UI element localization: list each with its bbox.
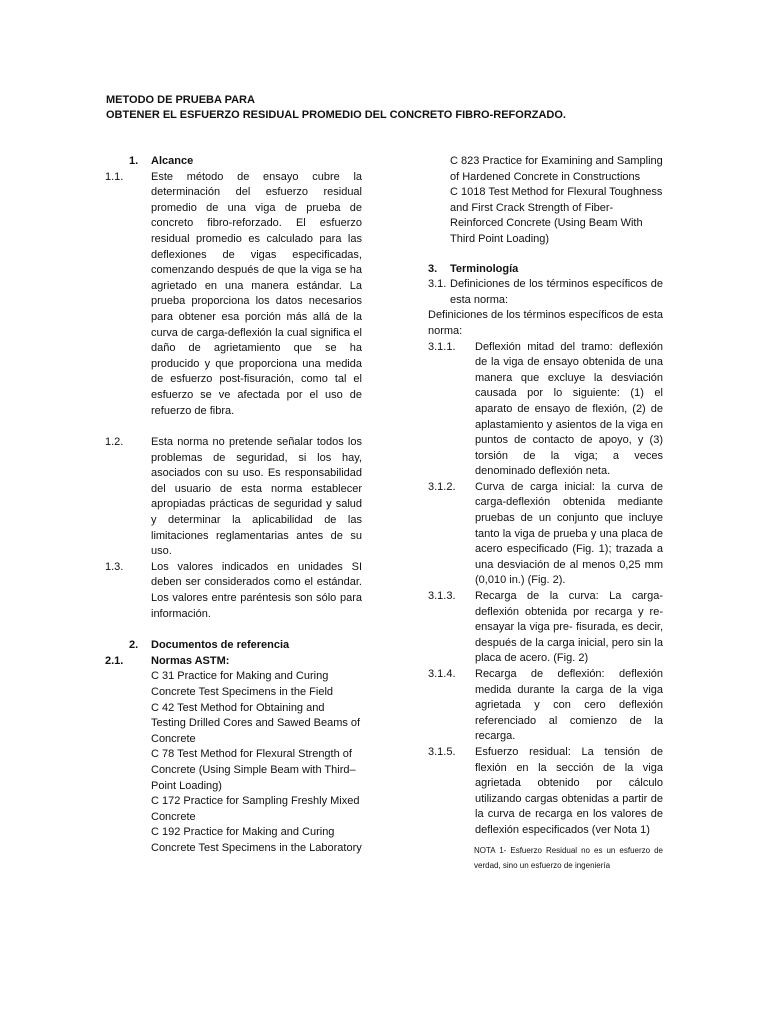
subsection-number: 2.1. — [105, 654, 124, 667]
section-title: Terminología — [450, 262, 519, 275]
definition-number: 3.1.2. — [428, 480, 456, 493]
paragraph-number: 1.3. — [105, 560, 124, 573]
title-line-2: OBTENER EL ESFUERZO RESIDUAL PROMEDIO DEL CONCRETO FIBRO-REFORZADO. — [106, 109, 566, 121]
definition-3-1-2 — [428, 480, 663, 589]
definition-text: Esfuerzo residual: La tensión de flexión en la sección de la viga agrietada obtenido por cálculo utilizando cargas obtenidas a partir de la curva de recarga en los valores de deflexión especificados (ver Nota 1) — [475, 745, 663, 836]
section-3-heading — [428, 262, 663, 278]
reference-item: C 823 Practice for Examining and Sampling of Hardened Concrete in Constructions — [450, 155, 663, 183]
section-title: Documentos de referencia — [151, 639, 290, 652]
paragraph-1-2 — [105, 435, 362, 560]
paragraph-1-1 — [105, 170, 362, 420]
reference-item: C 1018 Test Method for Flexural Toughness and First Crack Strength of Fiber-Reinforced Concrete (Using Beam With Third Point Loading) — [450, 186, 663, 245]
paragraph-number: 1.1. — [105, 170, 124, 183]
definition-number: 3.1.5. — [428, 745, 456, 758]
definition-3-1-1 — [428, 340, 663, 480]
definition-text: Recarga de deflexión: deflexión medida durante la carga de la viga agrietada y con cero deflexión referenciado al comienzo de la recarga. — [475, 668, 663, 743]
section-2-heading — [129, 638, 362, 654]
definition-text: Recarga de la curva: La carga-deflexión obtenida por recarga y re-ensayar la viga pre- fisurada, es decir, después de la carga inicial, pero sin la placa de acero. (Fig. 2) — [475, 590, 663, 665]
title-line-1: METODO DE PRUEBA PARA — [106, 94, 255, 106]
note-label: NOTA 1- — [474, 845, 507, 855]
section-number: 1. — [129, 155, 139, 167]
reference-item: C 42 Test Method for Obtaining and Testing Drilled Cores and Sawed Beams of Concrete — [151, 701, 361, 745]
reference-item: C 172 Practice for Sampling Freshly Mixed Concrete — [151, 795, 360, 823]
subsection-2-1-heading — [105, 654, 362, 670]
section-number: 2. — [129, 639, 139, 652]
section-1-heading — [129, 154, 362, 170]
paragraph-text: Este método de ensayo cubre la determinación del esfuerzo residual promedio de una viga de prueba de concreto fibro-reforzado. El esfuerzo residual promedio es calculado para las deflexiones de vigas especificadas, comenzando después de que la viga se ha agrietado en una manera estándar. La prueba proporciona los datos necesarios para obtener esa porción más allá de la curva de carga-deflexión la cual significa el daño de agrietamiento que se ha producido y que proporciona una medida de esfuerzo post-fisuración, como tal el esfuerzo se ve afectada por el uso de refuerzo de fibra. — [151, 170, 362, 417]
terminology-intro: Definiciones de los términos específicos de esta norma: — [428, 309, 663, 337]
definition-3-1-3 — [428, 589, 663, 667]
definition-text: Deflexión mitad del tramo: deflexión de la viga de ensayo obtenida de una manera que excluye la desviación causada por lo siguiente: (1) el aparato de ensayo de flexión, (2) de aplastamiento y asientos de la viga en puntos de contacto de apoyo, y (3) torsión de la viga; a veces denominado deflexión neta. — [475, 340, 663, 478]
definition-number: 3.1.3. — [428, 590, 456, 603]
section-number: 3. — [428, 262, 438, 275]
reference-item: C 31 Practice for Making and Curing Concrete Test Specimens in the Field — [151, 670, 333, 698]
right-column — [428, 154, 663, 873]
left-column — [105, 154, 362, 857]
note-text: Esfuerzo Residual no es un esfuerzo de verdad, sino un esfuerzo de ingeniería — [474, 845, 663, 870]
section-title: Alcance — [151, 155, 194, 167]
note-1 — [428, 843, 663, 873]
definition-number: 3.1.1. — [428, 340, 456, 353]
paragraph-text: Los valores indicados en unidades SI deben ser considerados como el estándar. Los valores entre paréntesis son sólo para información. — [151, 560, 362, 620]
subsection-title: Normas ASTM: — [151, 654, 230, 667]
definition-3-1-5 — [428, 745, 663, 839]
reference-item: C 192 Practice for Making and Curing Concrete Test Specimens in the Laboratory — [151, 826, 362, 854]
paragraph-1-3 — [105, 560, 362, 622]
paragraph-number: 3.1. — [428, 278, 447, 291]
definition-3-1-4 — [428, 667, 663, 745]
paragraph-3-1 — [428, 277, 663, 308]
document-title — [106, 93, 566, 123]
paragraph-number: 1.2. — [105, 436, 124, 449]
paragraph-text: Esta norma no pretende señalar todos los problemas de seguridad, si los hay, asociados con su uso. Es responsabilidad del usuario de esta norma establecer apropiadas prácticas de seguridad y salud y determinar la aplicabilidad de las limitaciones reglamentarias antes de su uso. — [151, 436, 362, 558]
definition-text: Curva de carga inicial: la curva de carga-deflexión obtenida mediante pruebas de un conjunto que incluye tanto la viga de prueba y una placa de acero especificado (Fig. 1); trazada a una desviación de al menos 0,25 mm (0,010 in.) (Fig. 2). — [475, 480, 663, 587]
definition-number: 3.1.4. — [428, 668, 456, 680]
paragraph-text: Definiciones de los términos específicos de esta norma: — [450, 278, 663, 306]
reference-item: C 78 Test Method for Flexural Strength of Concrete (Using Simple Beam with Third–Point Loading) — [151, 748, 356, 792]
